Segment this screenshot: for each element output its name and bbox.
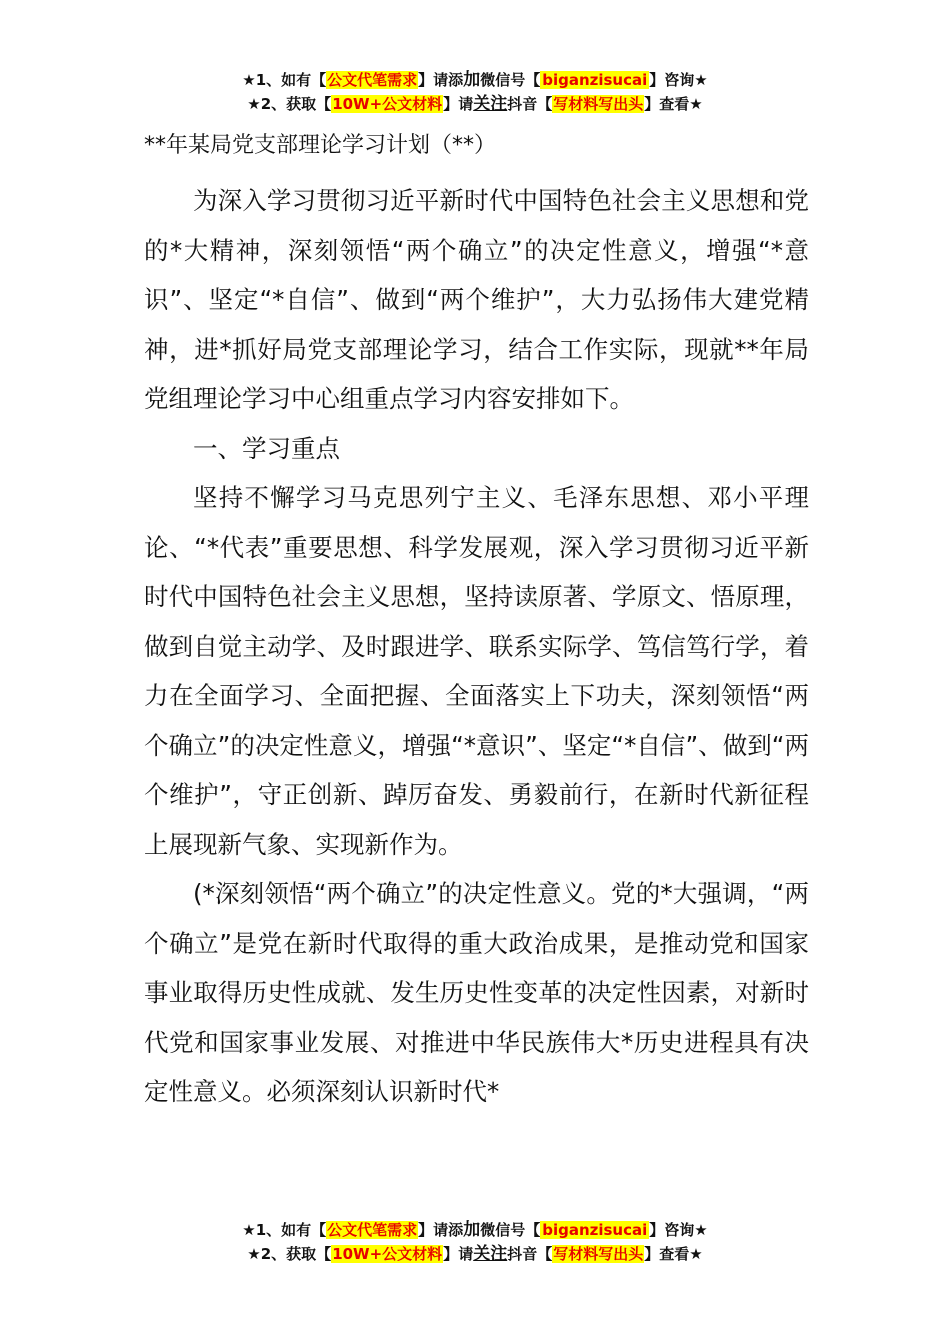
highlight-service: 公文代笔需求: [327, 1221, 418, 1239]
banner-text: ★1、如有【: [242, 1221, 327, 1239]
banner-text: 】查看★: [644, 1245, 703, 1263]
banner-text: 加: [463, 70, 481, 90]
banner-text: 】查看★: [644, 95, 703, 113]
banner-text: 微信号【: [480, 71, 541, 89]
banner-line-1: [0, 68, 950, 92]
banner-text: 】请: [443, 1245, 474, 1263]
paragraph-two-establishments: (*深刻领悟“两个确立”的决定性意义。党的*大强调，“两个确立”是党在新时代取得的重大政治成果，是推动党和国家事业取得历史性成就、发生历史性变革的决定性因素，对新时代党和国家事业发展、对推进中华民族伟大*历史进程具有决定性意义。必须深刻认识新时代*: [144, 879, 809, 1106]
highlight-materials: 10W+公文材料: [332, 95, 443, 113]
highlight-materials: 10W+公文材料: [332, 1245, 443, 1263]
section-heading: 一、学习重点: [193, 433, 340, 463]
banner-text: 】请添: [418, 71, 464, 89]
banner-text: ★2、获取【: [247, 1245, 332, 1263]
highlight-service: 公文代笔需求: [327, 71, 418, 89]
banner-text: 】咨询★: [649, 71, 708, 89]
highlight-wechat-id: biganzisucai: [542, 71, 648, 89]
document-body: [144, 128, 809, 1117]
banner-text: 微信号【: [480, 1221, 541, 1239]
banner-text: 加: [463, 1220, 481, 1240]
banner-text: 关注: [473, 1244, 508, 1264]
banner-text: 】请: [443, 95, 474, 113]
banner-text: ★2、获取【: [247, 95, 332, 113]
banner-line-2: [0, 92, 950, 116]
banner-line-2: [0, 1242, 950, 1266]
top-banner: [0, 68, 950, 116]
highlight-wechat-id: biganzisucai: [542, 1221, 648, 1239]
paragraph-study-focus: 坚持不懈学习马克思列宁主义、毛泽东思想、邓小平理论、“*代表”重要思想、科学发展观，深入学习贯彻习近平新时代中国特色社会主义思想，坚持读原著、学原文、悟原理，做到自觉主动学、及时跟进学、联系实际学、笃信笃行学，着力在全面学习、全面把握、全面落实上下功夫，深刻领悟“两个确立”的决定性意义，增强“*意识”、坚定“*自信”、做到“两个维护”，守正创新、踔厉奋发、勇毅前行，在新时代新征程上展现新气象、实现新作为。: [144, 483, 809, 859]
banner-text: 】咨询★: [649, 1221, 708, 1239]
banner-text: 】请添: [418, 1221, 464, 1239]
document-title: **年某局党支部理论学习计划（**）: [144, 133, 497, 158]
highlight-douyin-id: 写材料写出头: [553, 95, 644, 113]
banner-text: 关注: [473, 94, 508, 114]
banner-text: ★1、如有【: [242, 71, 327, 89]
paragraph-intro: 为深入学习贯彻习近平新时代中国特色社会主义思想和党的*大精神，深刻领悟“两个确立”的决定性意义，增强“*意识”、坚定“*自信”、做到“两个维护”，大力弘扬伟大建党精神，进*抓好局党支部理论学习，结合工作实际，现就**年局党组理论学习中心组重点学习内容安排如下。: [144, 186, 809, 413]
banner-text: 抖音【: [507, 95, 553, 113]
banner-text: 抖音【: [507, 1245, 553, 1263]
banner-line-1: [0, 1218, 950, 1242]
highlight-douyin-id: 写材料写出头: [553, 1245, 644, 1263]
bottom-banner: [0, 1218, 950, 1266]
